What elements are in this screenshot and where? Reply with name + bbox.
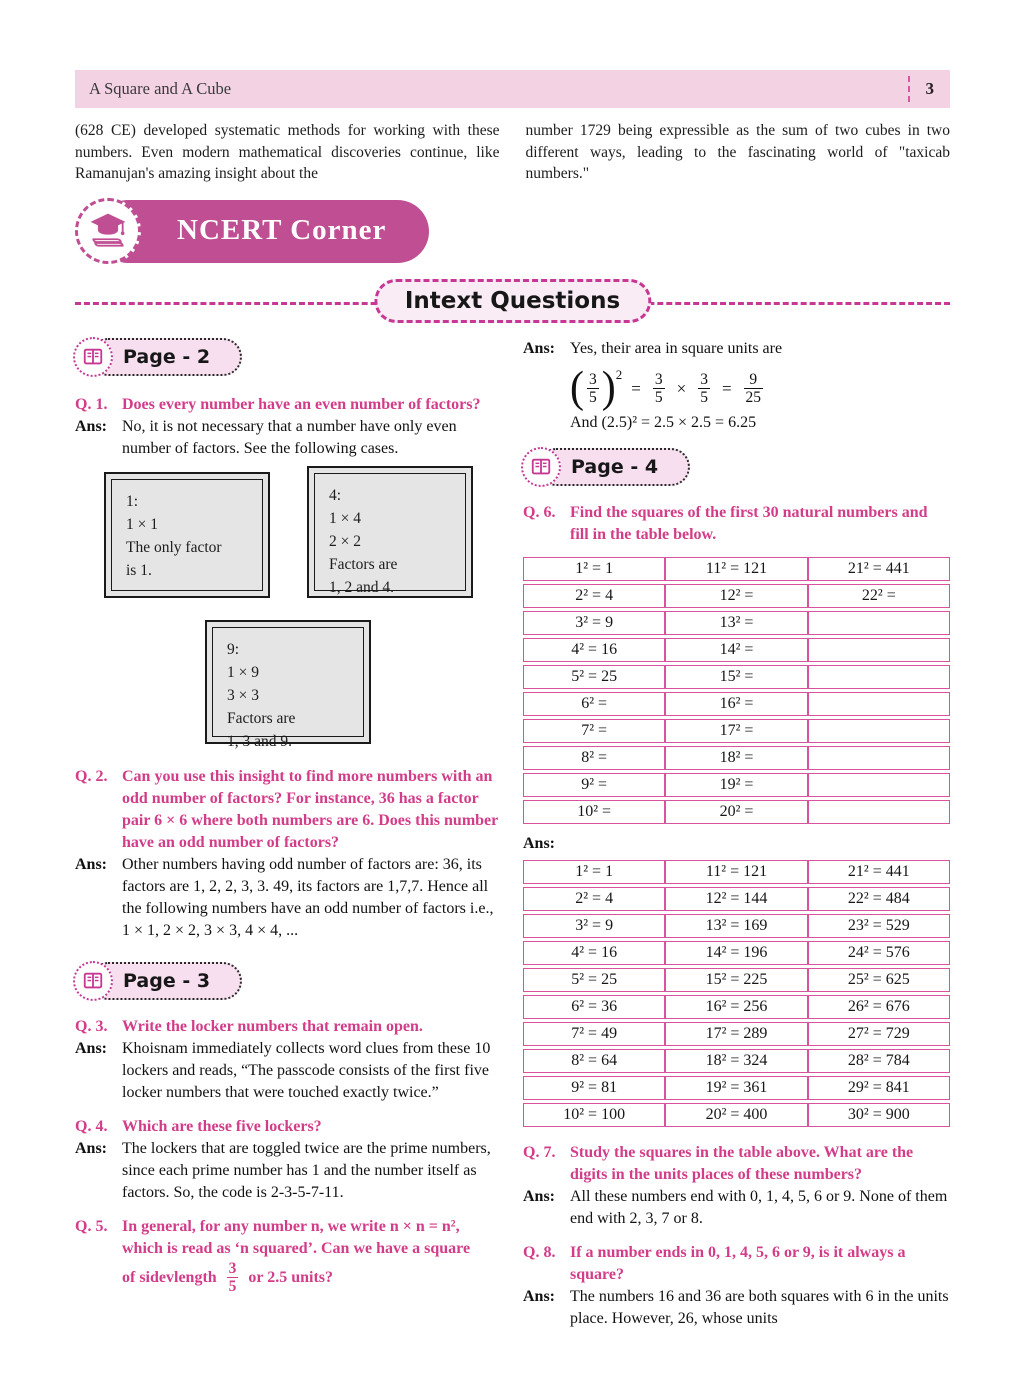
squares-table-partial xyxy=(523,554,950,827)
table-row xyxy=(523,887,950,911)
table-cell: 20² = 400 xyxy=(665,1103,807,1127)
intro-paragraph-right: number 1729 being expressible as the sum of two cubes in two different ways, leading to the fascinating world of "taxicab numbers." xyxy=(525,122,950,182)
answer-label: Ans: xyxy=(523,340,556,357)
table-cell: 12² = xyxy=(665,584,807,608)
fraction-denominator: 25 xyxy=(745,389,762,407)
intro-text xyxy=(75,120,950,185)
table-cell: 19² = 361 xyxy=(665,1076,807,1100)
answer-text xyxy=(122,854,499,942)
equals-sign: = xyxy=(631,378,641,398)
factor-box-content xyxy=(212,627,364,750)
factor-boxes-row xyxy=(104,472,499,598)
table-cell: 5² = 25 xyxy=(523,665,665,689)
answer-text: The numbers 16 and 36 are both squares with 6 in the units place. However, 26, whose units xyxy=(570,1287,949,1327)
box-line: 2 × 2 xyxy=(329,533,361,550)
answer-indent xyxy=(523,412,570,434)
table-cell: 2² = 4 xyxy=(523,887,665,911)
page-badge-label: Page - 4 xyxy=(537,448,690,486)
fraction-numerator: 3 xyxy=(228,1260,237,1277)
page-badge-4 xyxy=(537,448,690,486)
fraction-numerator: 3 xyxy=(589,371,597,389)
fraction xyxy=(587,371,599,407)
answer-2 xyxy=(75,854,499,942)
answer-4 xyxy=(75,1138,499,1204)
table-cell: 9² = xyxy=(523,773,665,797)
answer-5-line2-row xyxy=(523,412,950,434)
table-cell: 29² = 841 xyxy=(808,1076,950,1100)
table-cell: 5² = 25 xyxy=(523,968,665,992)
answer-label: Ans: xyxy=(75,418,108,435)
table-cell: 25² = 625 xyxy=(808,968,950,992)
question-line-with-fraction xyxy=(122,1260,499,1296)
table-cell: 18² = 324 xyxy=(665,1049,807,1073)
question-number: Q. 1. xyxy=(75,396,108,413)
header-divider xyxy=(908,76,910,102)
section-row xyxy=(75,281,950,329)
answer-label: Ans: xyxy=(523,1287,556,1305)
header-band xyxy=(75,70,950,108)
squares-table-full xyxy=(523,857,950,1130)
table-cell: 3² = 9 xyxy=(523,611,665,635)
question-4 xyxy=(75,1116,499,1138)
answer-text: Khoisnam immediately collects word clues from these 10 lockers and reads, “The passcode consists of the first five locker numbers that were touched exactly twice.” xyxy=(122,1040,491,1101)
book-icon xyxy=(530,456,552,478)
question-3 xyxy=(75,1016,499,1038)
question-line: In general, for any number n, we write n × n = n², xyxy=(122,1218,460,1235)
table-cell: 13² = xyxy=(665,611,807,635)
answer-3 xyxy=(75,1038,499,1104)
table-cell: 9² = 81 xyxy=(523,1076,665,1100)
box-line: 1, 2 and 4. xyxy=(329,579,395,596)
answer-1 xyxy=(75,416,499,460)
table-cell xyxy=(808,665,950,689)
question-number: Q. 8. xyxy=(523,1243,556,1261)
question-number: Q. 6. xyxy=(523,503,556,521)
table-cell: 20² = xyxy=(665,800,807,824)
table-cell: 28² = 784 xyxy=(808,1049,950,1073)
ncert-corner-banner xyxy=(97,200,429,263)
factor-box-4 xyxy=(307,466,473,598)
box-line: is 1. xyxy=(126,562,152,579)
table-cell: 4² = 16 xyxy=(523,638,665,662)
page-badge-3 xyxy=(89,962,242,1000)
table-cell: 14² = 196 xyxy=(665,941,807,965)
exponent: 2 xyxy=(615,367,623,382)
question-line: which is read as ‘n squared’. Can we have a square xyxy=(122,1240,471,1257)
answer-label: Ans: xyxy=(523,834,556,852)
table-cell: 7² = 49 xyxy=(523,1022,665,1046)
table-cell: 4² = 16 xyxy=(523,941,665,965)
banner-badge xyxy=(75,198,141,264)
fraction xyxy=(698,371,710,407)
table-cell: 2² = 4 xyxy=(523,584,665,608)
factor-box-content xyxy=(111,479,263,591)
question-text: Study the squares in the table above. What are the digits in the units places of these numbers? xyxy=(570,1143,914,1183)
question-text xyxy=(122,1216,499,1296)
box-line: 1 × 4 xyxy=(329,510,361,527)
table-cell: 13² = 169 xyxy=(665,914,807,938)
right-column xyxy=(523,338,950,1330)
squared-fraction-formula xyxy=(570,363,950,413)
table-cell: 10² = xyxy=(523,800,665,824)
table-row xyxy=(523,860,950,884)
section-badge: Intext Questions xyxy=(374,279,651,323)
table-cell xyxy=(808,719,950,743)
table-row xyxy=(523,692,950,716)
table-cell: 18² = xyxy=(665,746,807,770)
question-number: Q. 2. xyxy=(75,768,108,785)
question-6 xyxy=(523,502,950,546)
table-row xyxy=(523,638,950,662)
table-row xyxy=(523,1076,950,1100)
right-paren: ) xyxy=(601,363,616,413)
times-sign: × xyxy=(676,378,687,398)
answer-text: Yes, their area in square units are xyxy=(570,340,783,357)
table-cell: 17² = 289 xyxy=(665,1022,807,1046)
answer-label: Ans: xyxy=(75,1140,108,1157)
table-cell: 11² = 121 xyxy=(665,860,807,884)
table-row xyxy=(523,611,950,635)
answer-label: Ans: xyxy=(75,1040,108,1057)
factor-box-9-wrap xyxy=(205,620,499,750)
box-line: The only factor xyxy=(126,539,222,556)
table-cell xyxy=(808,611,950,635)
table-row xyxy=(523,995,950,1019)
table-row xyxy=(523,800,950,824)
page-badge-label: Page - 2 xyxy=(89,338,242,376)
factor-box-1 xyxy=(104,472,270,598)
table-cell: 21² = 441 xyxy=(808,557,950,581)
table-cell xyxy=(808,773,950,797)
table-cell: 6² = xyxy=(523,692,665,716)
left-column xyxy=(75,338,499,1296)
banner-title: NCERT Corner xyxy=(177,214,387,246)
question-8 xyxy=(523,1242,950,1286)
table-cell: 8² = 64 xyxy=(523,1049,665,1073)
box-line: 9: xyxy=(227,641,240,658)
question-number: Q. 4. xyxy=(75,1118,108,1135)
table-row xyxy=(523,914,950,938)
table-cell: 21² = 441 xyxy=(808,860,950,884)
question-number: Q. 5. xyxy=(75,1218,108,1235)
question-number: Q. 3. xyxy=(75,1018,108,1035)
chapter-title: A Square and A Cube xyxy=(89,79,232,98)
page-badge-2 xyxy=(89,338,242,376)
graduation-cap-icon xyxy=(86,209,130,253)
table-cell: 26² = 676 xyxy=(808,995,950,1019)
answer-text-line2: 1 × 1, 2 × 2, 3 × 3, 4 × 4, ... xyxy=(122,922,299,939)
table-cell: 14² = xyxy=(665,638,807,662)
table-cell: 15² = 225 xyxy=(665,968,807,992)
table-row xyxy=(523,941,950,965)
fraction-numerator: 3 xyxy=(700,371,708,389)
table-cell xyxy=(808,746,950,770)
table-cell: 19² = xyxy=(665,773,807,797)
table-row xyxy=(523,746,950,770)
page-badge-circle xyxy=(521,447,561,487)
table-cell: 22² = 484 xyxy=(808,887,950,911)
table-cell: 1² = 1 xyxy=(523,557,665,581)
question-text: Find the squares of the first 30 natural numbers and fill in the table below. xyxy=(570,503,928,543)
table-row xyxy=(523,584,950,608)
equals-sign: = xyxy=(721,378,732,398)
table-cell: 11² = 121 xyxy=(665,557,807,581)
table-cell xyxy=(808,692,950,716)
table-cell: 16² = 256 xyxy=(665,995,807,1019)
box-line: Factors are xyxy=(329,556,398,573)
table-row xyxy=(523,968,950,992)
table-cell xyxy=(808,638,950,662)
question-2 xyxy=(75,766,499,854)
table-row xyxy=(523,1049,950,1073)
fraction-numerator: 9 xyxy=(749,371,758,389)
box-line: 3 × 3 xyxy=(227,687,259,704)
table-row xyxy=(523,719,950,743)
table-cell: 6² = 36 xyxy=(523,995,665,1019)
answer-7 xyxy=(523,1186,950,1230)
box-line: Factors are xyxy=(227,710,296,727)
left-paren: ( xyxy=(570,363,584,413)
page-badge-circle xyxy=(73,337,113,377)
table-cell: 3² = 9 xyxy=(523,914,665,938)
table-row xyxy=(523,557,950,581)
answer-5 xyxy=(523,338,950,360)
table-cell: 10² = 100 xyxy=(523,1103,665,1127)
book-icon xyxy=(82,346,104,368)
page-badge-label: Page - 3 xyxy=(89,962,242,1000)
parenthesized-fraction xyxy=(570,363,623,413)
answer-label: Ans: xyxy=(75,856,108,873)
page-number: 3 xyxy=(925,79,934,98)
box-line: 1, 3 and 9. xyxy=(227,733,293,750)
box-line: 4: xyxy=(329,487,342,504)
intro-paragraph-left: (628 CE) developed systematic methods for working with these numbers. Even modern mathematical discoveries continue, like Ramanujan's amazing insight about the xyxy=(75,122,500,182)
page-badge-circle xyxy=(73,961,113,1001)
table-row xyxy=(523,1103,950,1127)
answer-text: No, it is not necessary that a number have only even number of factors. See the following cases. xyxy=(122,418,457,457)
answer-8 xyxy=(523,1286,950,1330)
answer-text-line2: And (2.5)² = 2.5 × 2.5 = 6.25 xyxy=(570,413,757,431)
factor-box-9 xyxy=(205,620,371,750)
box-line: 1 × 1 xyxy=(126,516,158,533)
table-cell: 17² = xyxy=(665,719,807,743)
table-cell: 8² = xyxy=(523,746,665,770)
question-text: Can you use this insight to find more numbers with an odd number of factors? For instance, 36 has a factor pair 6 × 6 where both numbers are 6. Does this number have an odd number of factors? xyxy=(122,768,498,851)
table-cell: 7² = xyxy=(523,719,665,743)
fraction-denominator: 5 xyxy=(589,389,597,407)
answer-text: All these numbers end with 0, 1, 4, 5, 6 or 9. None of them end with 2, 3, 7 or 8. xyxy=(570,1187,948,1227)
table-cell xyxy=(808,800,950,824)
table-cell: 23² = 529 xyxy=(808,914,950,938)
answer-text: The lockers that are toggled twice are the prime numbers, since each prime number has 1 and the number itself as factors. So, the code is 2-3-5-7-11. xyxy=(122,1140,491,1201)
question-text: Does every number have an even number of factors? xyxy=(122,396,481,413)
table-cell: 16² = xyxy=(665,692,807,716)
fraction-denominator: 5 xyxy=(700,389,708,407)
table-row xyxy=(523,665,950,689)
question-number: Q. 7. xyxy=(523,1143,556,1161)
question-5 xyxy=(75,1216,499,1296)
question-7 xyxy=(523,1142,950,1186)
factor-box-content xyxy=(314,473,466,596)
fraction-numerator: 3 xyxy=(654,371,663,389)
table-cell: 27² = 729 xyxy=(808,1022,950,1046)
table-row xyxy=(523,1022,950,1046)
table-cell: 15² = xyxy=(665,665,807,689)
table-cell: 12² = 144 xyxy=(665,887,807,911)
table-cell: 30² = 900 xyxy=(808,1103,950,1127)
book-icon xyxy=(82,970,104,992)
table-cell: 1² = 1 xyxy=(523,860,665,884)
table-row xyxy=(523,773,950,797)
question-1 xyxy=(75,394,499,416)
answer-label: Ans: xyxy=(523,1187,556,1205)
answer-text-main: Other numbers having odd number of factors are: 36, its factors are 1, 2, 2, 3, 3. 49, its factors are 1,7,7. Hence all the following numbers have an odd number of factors i.e., xyxy=(122,856,494,917)
box-line: 1: xyxy=(126,493,139,510)
fraction-denominator: 5 xyxy=(228,1278,237,1296)
fraction xyxy=(744,371,764,407)
question-line-pre: of sidevlength xyxy=(122,1268,217,1286)
question-text: Which are these five lockers? xyxy=(122,1118,322,1135)
table-cell: 22² = xyxy=(808,584,950,608)
table-cell: 24² = 576 xyxy=(808,941,950,965)
box-line: 1 × 9 xyxy=(227,664,259,681)
fraction xyxy=(653,371,665,407)
question-line-post: or 2.5 units? xyxy=(248,1268,334,1286)
fraction-denominator: 5 xyxy=(654,389,663,407)
question-text: If a number ends in 0, 1, 4, 5, 6 or 9, is it always a square? xyxy=(570,1243,906,1283)
question-text: Write the locker numbers that remain open. xyxy=(122,1018,423,1035)
fraction xyxy=(227,1260,239,1296)
